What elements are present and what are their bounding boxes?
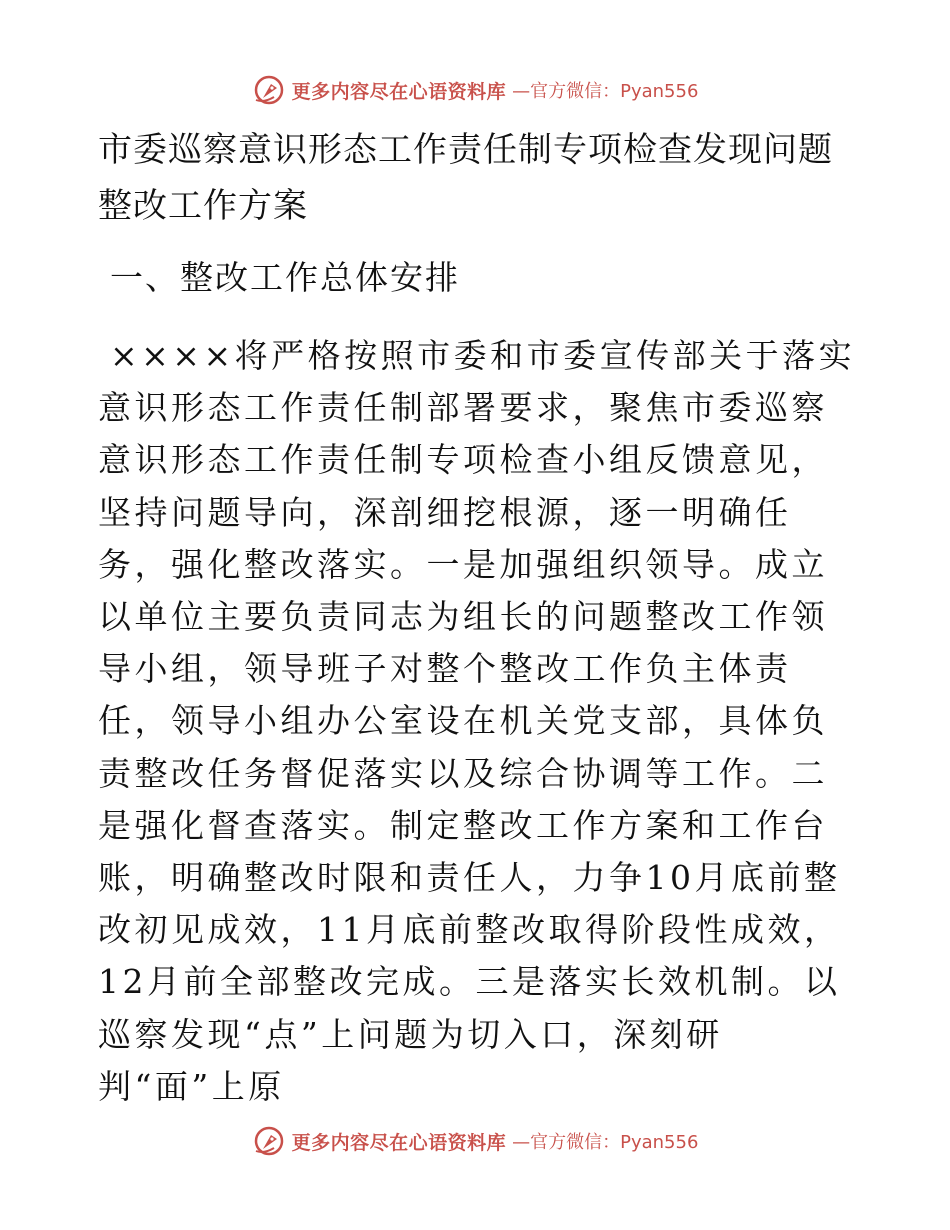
pen-nib-circle-icon	[252, 1124, 286, 1158]
page-title: 市委巡察意识形态工作责任制专项检查发现问题整改工作方案	[98, 130, 833, 226]
body-paragraph: ××××将严格按照市委和市委宣传部关于落实意识形态工作责任制部署要求，聚焦市委巡察意识形态工作责任制专项检查小组反馈意见，坚持问题导向，深剖细挖根源，逐一明确任务，强化整改落实。一是加强组织领导。成立以单位主要负责同志为组长的问题整改工作领导小组，领导班子对整个整改工作负主体责任，领导小组办公室设在机关党支部，具体负责整改任务督促落实以及综合协调等工作。二是强化督查落实。制定整改工作方案和工作台账，明确整改时限和责任人，力争10月底前整改初见成效，11月底前整改取得阶段性成效，12月前全部整改完成。三是落实长效机制。以巡察发现“点”上问题为切入口，深刻研判“面”上原	[98, 336, 856, 1106]
pen-nib-circle-icon	[252, 73, 286, 107]
watermark-site-name: 更多内容尽在心语资料库	[291, 1131, 507, 1154]
section-heading: 一、整改工作总体安排	[110, 258, 460, 297]
watermark-contact: —官方微信：Pyan556	[512, 81, 699, 102]
watermark-banner-top	[0, 70, 950, 110]
watermark-contact: —官方微信：Pyan556	[512, 1132, 699, 1153]
watermark-banner-bottom	[0, 1121, 950, 1161]
watermark-site-name: 更多内容尽在心语资料库	[291, 80, 507, 103]
